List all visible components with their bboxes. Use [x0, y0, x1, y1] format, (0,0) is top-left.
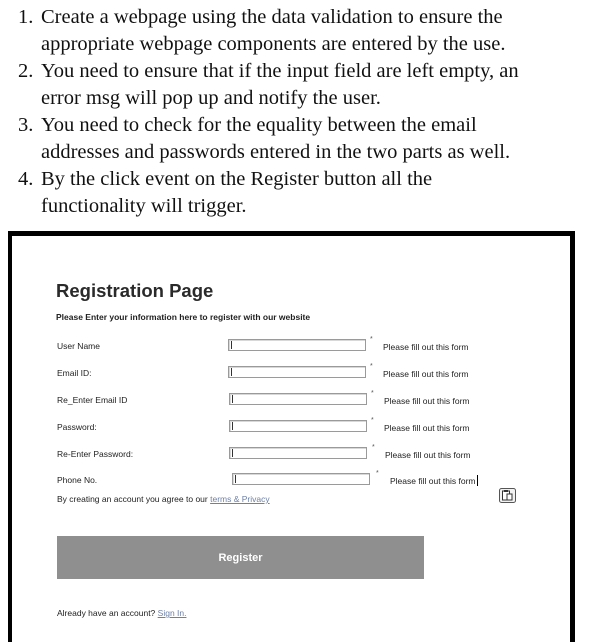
phone-error-text: Please fill out this form — [390, 476, 476, 486]
password-label: Password: — [57, 422, 97, 432]
instruction-item — [0, 4, 598, 58]
form-row-username — [12, 336, 570, 353]
required-mark: * — [376, 470, 379, 477]
form-row-password — [12, 417, 570, 434]
email-error: Please fill out this form — [383, 369, 469, 379]
username-label: User Name — [57, 341, 100, 351]
reenter-password-label: Re-Enter Password: — [57, 449, 134, 459]
required-mark: * — [372, 444, 375, 451]
instruction-line: appropriate webpage components are entered by the use. — [41, 33, 506, 55]
reenter-password-error: Please fill out this form — [385, 450, 471, 460]
clipboard-paste-icon[interactable] — [499, 488, 516, 503]
instruction-line: You need to ensure that if the input field are left empty, an — [41, 60, 519, 82]
form-row-reenter-password — [12, 444, 570, 461]
username-input[interactable] — [228, 339, 366, 351]
password-error: Please fill out this form — [384, 423, 470, 433]
required-mark: * — [371, 390, 374, 397]
instruction-line: Create a webpage using the data validation to ensure the — [41, 6, 503, 28]
reenter-email-label: Re_Enter Email ID — [57, 395, 128, 405]
instructions-list — [0, 4, 598, 220]
reenter-password-input[interactable] — [229, 447, 367, 459]
form-subtitle: Please Enter your information here to register with our website — [56, 312, 311, 322]
registration-form — [12, 236, 570, 642]
phone-input[interactable] — [232, 473, 370, 485]
instruction-number: 4. — [18, 168, 34, 190]
instruction-line: You need to check for the equality between the email — [41, 114, 477, 136]
instruction-line: addresses and passwords entered in the two parts as well. — [41, 141, 511, 163]
form-row-phone — [12, 470, 570, 487]
page-title: Registration Page — [56, 280, 214, 301]
signin-prefix: Already have an account? — [57, 608, 158, 618]
email-input[interactable] — [228, 366, 366, 378]
terms-privacy-link[interactable]: terms & Privacy — [210, 494, 270, 504]
form-row-reenter-email — [12, 390, 570, 407]
instruction-line: error msg will pop up and notify the user. — [41, 87, 381, 109]
instruction-item — [0, 112, 598, 166]
username-error: Please fill out this form — [383, 342, 469, 352]
register-button[interactable]: Register — [57, 536, 424, 579]
instruction-line: By the click event on the Register button all the — [41, 168, 433, 190]
reenter-email-error: Please fill out this form — [384, 396, 470, 406]
phone-error — [390, 474, 478, 488]
required-mark: * — [371, 417, 374, 424]
screenshot-frame — [8, 231, 575, 642]
form-row-email — [12, 363, 570, 380]
phone-label: Phone No. — [57, 475, 98, 485]
instruction-number: 2. — [18, 60, 34, 82]
reenter-email-input[interactable] — [229, 393, 367, 405]
signin-notice — [57, 608, 186, 618]
email-label: Email ID: — [57, 368, 92, 378]
instruction-line: functionality will trigger. — [41, 195, 247, 217]
signin-link[interactable]: Sign In. — [157, 608, 187, 618]
terms-notice — [57, 494, 270, 504]
instruction-number: 1. — [18, 6, 34, 28]
instruction-item — [0, 58, 598, 112]
instruction-number: 3. — [18, 114, 34, 136]
terms-prefix: By creating an account you agree to our — [57, 494, 211, 504]
required-mark: * — [370, 336, 373, 343]
password-input[interactable] — [229, 420, 367, 432]
text-cursor — [477, 475, 478, 486]
required-mark: * — [370, 363, 373, 370]
instruction-item — [0, 166, 598, 220]
